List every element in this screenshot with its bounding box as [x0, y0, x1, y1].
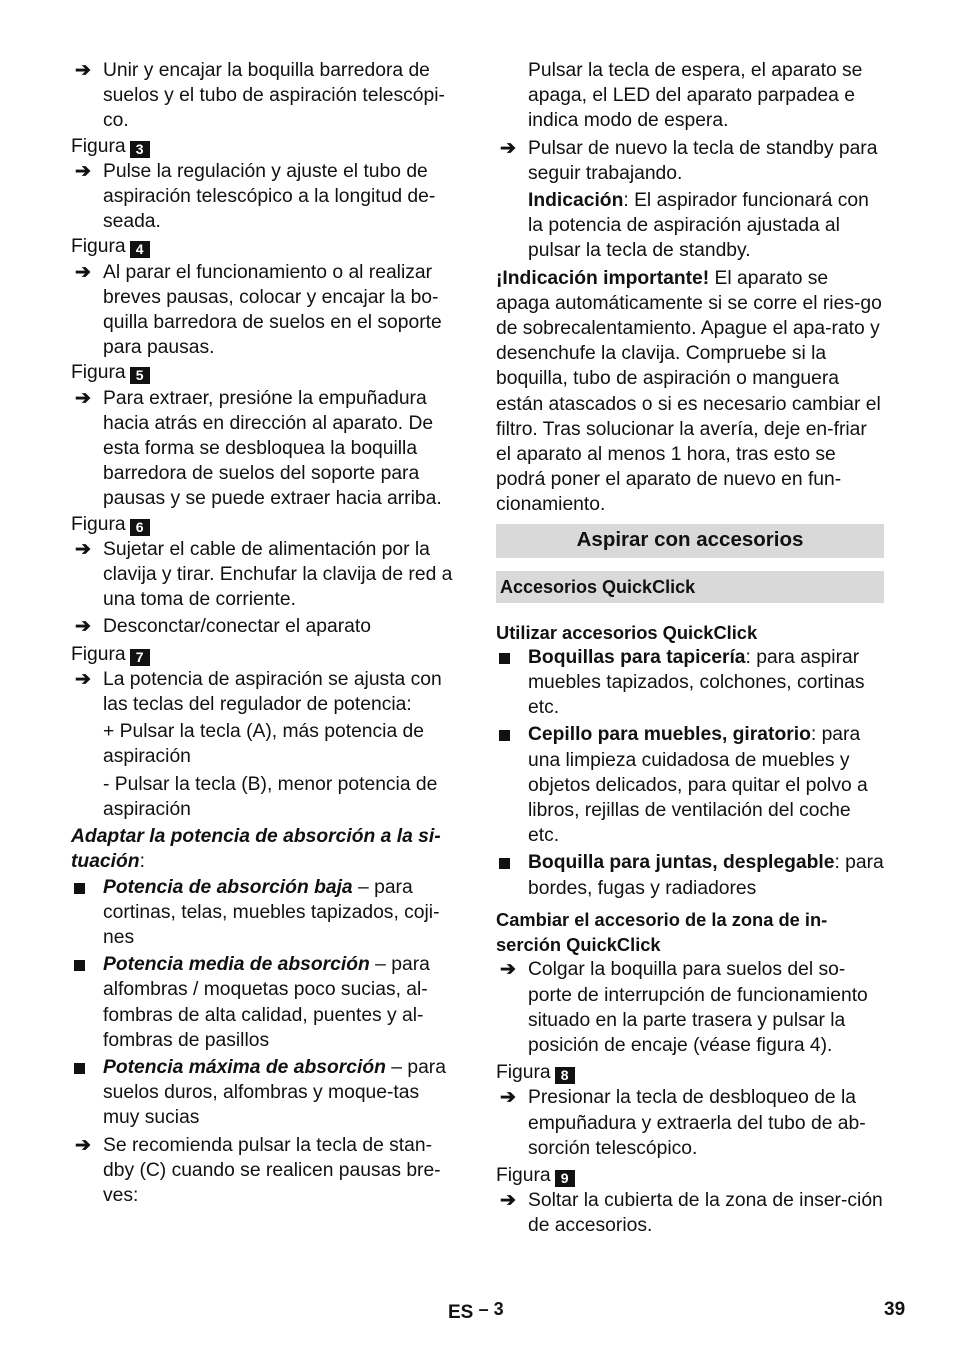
bullet-item: Cepillo para muebles, giratorio: para una limpieza cuidadosa de muebles y objetos delicados, para quitar el polvo a libros, rejillas de ventilación del coche etc. — [496, 722, 884, 848]
instruction-text: La potencia de aspiración se ajusta con las teclas del regulador de potencia: — [103, 668, 442, 716]
subsection-heading: Accesorios QuickClick — [496, 571, 884, 603]
figure-ref: Figura 5 — [71, 360, 459, 385]
square-bullet-icon — [74, 960, 85, 971]
instruction-item — [496, 1085, 884, 1161]
instruction-text: Unir y encajar la boquilla barredora de suelos y el tubo de aspiración telescópi-co. — [103, 60, 445, 132]
bullet-item: Potencia media de absorción – para alfombras / moquetas poco sucias, al-fombras de alta calidad, puentes y al-fombras de pasillos — [71, 952, 459, 1053]
left-column — [71, 58, 459, 1208]
arrow-icon: ➔ — [75, 616, 91, 638]
right-column — [496, 58, 884, 1239]
instruction-item — [71, 537, 459, 613]
square-bullet-icon — [74, 883, 85, 894]
adapt-heading: Adaptar la potencia de absorción a la si-tuación: — [71, 826, 441, 873]
arrow-icon: ➔ — [500, 1087, 516, 1109]
instruction-item — [496, 136, 884, 186]
instruction-continuation: Pulsar la tecla de espera, el aparato se apaga, el LED del aparato parpadea e indica modo de espera. — [528, 60, 863, 132]
footer-language: ES – 3 — [448, 1299, 504, 1323]
instruction-text: Presionar la tecla de desbloqueo de la empuñadura y extraerla del tubo de ab-sorción telescópico. — [528, 1087, 866, 1159]
instruction-item — [496, 1188, 884, 1238]
instruction-item — [496, 957, 884, 1058]
instruction-text: Colgar la boquilla para suelos del so-porte de interrupción de funcionamiento situado en la parte trasera y pulsar la posición de encaje (véase figura 4). — [528, 959, 868, 1056]
arrow-icon: ➔ — [500, 959, 516, 981]
square-bullet-icon — [499, 730, 510, 741]
instruction-item — [71, 386, 459, 512]
arrow-icon: ➔ — [75, 387, 91, 409]
figure-number-badge: 4 — [130, 241, 150, 258]
square-bullet-icon — [74, 1063, 85, 1074]
instruction-text: Se recomienda pulsar la tecla de stan-dby (C) cuando se realicen pausas bre-ves: — [103, 1134, 441, 1206]
arrow-icon: ➔ — [75, 538, 91, 560]
arrow-icon: ➔ — [500, 1190, 516, 1212]
arrow-icon: ➔ — [75, 261, 91, 283]
important-note: ¡Indicación importante! El aparato se apaga automáticamente si se corre el ries-go de sobrecalentamiento. Apague el apa-rato y desenchufe la clavija. Compruebe si la boquilla, tubo de aspiración o manguera están atascados o si es necesario cambiar el filtro. Tras solucionar la avería, deje en-friar el aparato al menos 1 hora, tras esto se podrá poner el aparato de nuevo en fun-cionamiento. — [496, 267, 882, 516]
figure-ref: Figura 8 — [496, 1060, 884, 1085]
figure-number-badge: 9 — [555, 1170, 575, 1187]
figure-number-badge: 6 — [130, 519, 150, 536]
square-bullet-icon — [499, 653, 510, 664]
instruction-text: Desconctar/conectar el aparato — [103, 616, 371, 638]
bullet-item: Potencia de absorción baja – para cortinas, telas, muebles tapizados, coji-nes — [71, 875, 459, 951]
subheading: Cambiar el accesorio de la zona de in-serción QuickClick — [496, 908, 828, 956]
instruction-text: Soltar la cubierta de la zona de inser-ción de accesorios. — [528, 1190, 883, 1237]
bullet-item: Boquilla para juntas, desplegable: para bordes, fugas y radiadores — [496, 850, 884, 900]
instruction-text: Sujetar el cable de alimentación por la clavija y tirar. Enchufar la clavija de red a una toma de corriente. — [103, 538, 453, 611]
page-number: 39 — [884, 1299, 906, 1320]
bullet-item: Potencia máxima de absorción – para suelos duros, alfombras y moque-tas muy sucias — [71, 1055, 459, 1131]
instruction-item — [71, 1133, 459, 1209]
figure-ref: Figura 9 — [496, 1163, 884, 1188]
figure-number-badge: 5 — [130, 367, 150, 384]
figure-ref: Figura 6 — [71, 512, 459, 537]
sub-instruction: - Pulsar la tecla (B), menor potencia de aspiración — [103, 773, 438, 820]
instruction-text: Pulsar de nuevo la tecla de standby para seguir trabajando. — [528, 137, 878, 184]
figure-number-badge: 7 — [130, 649, 150, 666]
instruction-item — [71, 260, 459, 361]
section-heading: Aspirar con accesorios — [496, 524, 884, 558]
arrow-icon: ➔ — [75, 1134, 91, 1156]
arrow-icon: ➔ — [75, 160, 91, 182]
instruction-item — [71, 58, 459, 134]
arrow-icon: ➔ — [500, 137, 516, 159]
instruction-text: Pulse la regulación y ajuste el tubo de aspiración telescópico a la longitud de-seada. — [103, 160, 436, 233]
arrow-icon: ➔ — [75, 668, 91, 690]
instruction-text: Para extraer, presióne la empuñadura hacia atrás en dirección al aparato. De esta forma se desbloquea la boquilla barredora de suelos del soporte para pausas y se puede extraer hacia arriba. — [103, 387, 442, 510]
square-bullet-icon — [499, 858, 510, 869]
instruction-item — [71, 667, 459, 717]
subheading: Utilizar accesorios QuickClick — [496, 621, 758, 643]
arrow-icon: ➔ — [75, 60, 91, 81]
instruction-item — [71, 159, 459, 235]
figure-ref: Figura 3 — [71, 134, 459, 159]
figure-ref: Figura 7 — [71, 642, 459, 667]
instruction-text: Al parar el funcionamiento o al realizar breves pausas, colocar y encajar la bo-quilla barredora de suelos en el soporte para pausas. — [103, 261, 442, 359]
figure-ref: Figura 4 — [71, 234, 459, 259]
instruction-item — [71, 614, 459, 639]
figure-number-badge: 8 — [555, 1067, 575, 1084]
sub-instruction: + Pulsar la tecla (A), más potencia de aspiración — [103, 721, 424, 768]
bullet-item: Boquillas para tapicería: para aspirar muebles tapizados, colchones, cortinas etc. — [496, 645, 884, 721]
note: Indicación: El aspirador funcionará con la potencia de aspiración ajustada al pulsar la tecla de standby. — [528, 190, 869, 262]
footer-page-sep: – 3 — [478, 1299, 504, 1319]
figure-number-badge: 3 — [130, 141, 150, 158]
